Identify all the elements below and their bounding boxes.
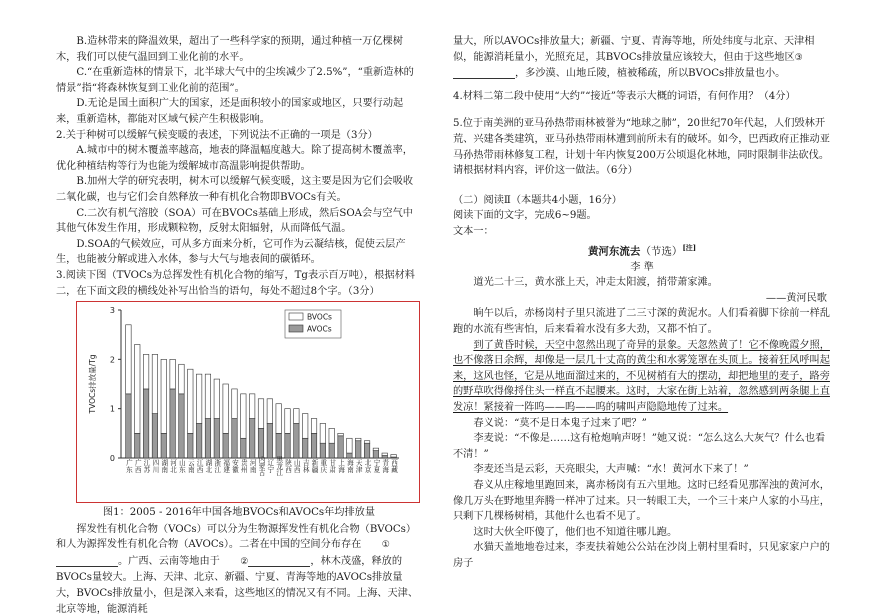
bar-avocs [143,389,148,458]
bar-bvocs [302,414,307,439]
legend-label: BVOCs [307,312,332,322]
bar-avocs [232,419,237,458]
bar-bvocs [294,409,299,424]
para-part-a: 挥发性有机化合物（VOCs）可以分为生物源挥发性有机化合物（BVOCs）和人为源挥发性有机化合物（AVOCs）。二者在中国的空间分布存在 [56,523,417,551]
x-tick-label: 安徽 [230,459,239,473]
passage-author: 李 準 [630,261,654,273]
option-c: C.“在重新造林的情景下，北半球大气中的尘埃减少了2.5%”，“重新造林的情景”指“将森林恢复到工业化前的范围”。 [56,67,414,94]
passage-paragraph-1: 晌午以后，赤杨岗村子里只流进了二三寸深的黄泥水。人们看着脚下徐前一样乱跑的水流有些害怕，后来看着水没有多大劲，又都不怕了。 [453,308,830,335]
passage-paragraph-underlined: 到了黄昏时候，天空中忽然出现了奇异的景象。天忽然黄了！它不像晚霞夕照，也不像落日余辉，却像是一层几十丈高的黄尘和水雾笼罩在头顶上。接着狂风呼叫起来，这风也怪，它是从地面溜过来的，不见树梢有大的摆动，却把地里的麦子，路旁的野草吹得像捋住头一样直不起腰来。这时，大家在街上站着，忽然感到两条腿上直发凉！紧接着一阵呜——呜——呜的啸叫声隐隐地传了过来。 [453,339,830,413]
x-tick-label: 天津 [354,459,363,473]
bar-bvocs [276,404,281,434]
epigraph-source: ——黄河民歌 [765,292,827,304]
y-tick-label: 2 [109,355,115,365]
passage-title-text: 黄河东流去 [587,245,641,258]
x-tick-label: 湖南 [159,459,168,473]
bar-avocs [267,424,272,459]
bar-avocs [152,414,157,458]
bar-avocs [364,443,369,458]
bar-bvocs [179,364,184,394]
bar-avocs [241,438,246,458]
x-tick-label: 重庆 [318,459,327,473]
para-part-d: 量大，所以AVOCs排放量大；新疆、宁夏、青海等地，所处纬度与北京、天津相似，能源消耗量小，光照充足，其BVOCs排放量应该较大，但由于这些地区 [453,36,815,63]
para-part-b: 。广西、云南等地由于 [118,555,220,567]
bar-bvocs [355,438,360,440]
x-tick-label: 广东 [124,459,133,473]
bar-bvocs [373,448,378,450]
x-tick-label: 上海 [336,459,345,473]
q2-option-b: B.加州大学的研究表明，树木可以缓解气候变暖，这主要是因为它们会吸收二氧化碳，也与它们会自然释放一种有机化合物即BVOCs有关。 [56,176,414,203]
passage-footnote-mark: [注] [682,242,697,252]
passage-paragraph-7: 水猫天盖地地卷过来，李麦扶着她公公站在沙岗上朝村里看时，只见家家户户的房子 [453,542,830,569]
bar-bvocs [382,453,387,455]
bar-avocs [294,424,299,459]
passage-title-note: （节选） [640,245,683,258]
right-column [453,34,831,572]
bar-bvocs [135,345,140,434]
bar-avocs [196,424,201,459]
question-2: 2.关于种树可以缓解气候变暖的表述，下列说法不正确的一项是（3分） [56,129,378,141]
bar-avocs [355,441,360,458]
bar-bvocs [241,394,246,438]
bar-bvocs [249,394,254,419]
bar-bvocs [285,409,290,434]
bar-bvocs [364,441,369,443]
x-tick-label: 北京 [363,459,372,473]
question-3: 3.阅读下图（TVOCs为总挥发性有机化合物的缩写，Tg表示百万吨），根据材料二，在下面文段的横线处补写出恰当的语句，每处不超过8个字。（3分） [56,269,415,297]
emission-chart [76,301,420,503]
bar-avocs [338,436,343,458]
bar-bvocs [329,428,334,443]
x-tick-label: 辽宁 [265,459,274,473]
text-label: 文本一： [453,225,494,237]
option-b: B.造林带来的降温效果，超出了一些科学家的预期，通过种植一万亿棵树木，我们可以使气温回到工业化前的水平。 [56,36,403,63]
x-tick-label: 江苏 [142,459,151,473]
para-part-c: ，林木茂盛，释放的BVOCs量较大。上海、天津、北京、新疆、宁夏、青海等地的AVOCs排放量大，BVOCs排放量小，但是深入来看，这些地区的情况又有不同。上海、天津、北京等地，能源消耗 [56,555,419,615]
x-tick-label: 浙江 [212,459,221,473]
x-tick-label: 西藏 [389,459,398,473]
bar-avocs [285,433,290,458]
bar-avocs [126,394,131,458]
passage-paragraph-3: 李麦说：“不像是……这有枪炮响声呀！”她又说：“怎么这么大灰气？什么也看不清！” [453,433,826,460]
para-part-e: ，多沙漠、山地丘陵，植被稀疏，所以BVOCs排放量也小。 [515,68,786,80]
x-tick-label: 内蒙古 [257,456,265,476]
x-tick-label: 山东 [177,459,186,473]
y-tick-label: 3 [109,306,115,316]
left-column [56,34,422,615]
section-instruction: 阅读下面的文字，完成6~9题。 [453,210,597,222]
x-tick-label: 贵州 [239,459,248,473]
legend-swatch [289,325,303,332]
bar-avocs [373,451,378,458]
bar-bvocs [205,374,210,418]
blank-3[interactable] [453,67,515,79]
bar-bvocs [338,433,343,435]
y-tick-label: 1 [109,404,115,414]
continued-paragraph [453,34,831,82]
x-tick-label: 湖北 [203,459,212,473]
chart-caption: 图1：2005 - 2016年中国各地BVOCs和AVOCs年均排放量 [102,507,376,519]
bar-avocs [311,433,316,458]
passage-title [453,240,831,260]
bar-avocs [161,433,166,458]
x-tick-label: 云南 [186,459,195,473]
x-tick-label: 甘肃 [327,459,336,473]
bar-avocs [188,433,193,458]
bar-avocs [329,443,334,458]
epigraph: 道光二十三，黄水涨上天，冲走太阳渡，捎带萧家滩。 [473,277,718,289]
x-tick-label: 广西 [133,459,142,473]
bar-bvocs [267,399,272,424]
blank-1-number: ① [381,540,390,551]
bar-bvocs [347,438,352,453]
q2-option-c: C.二次有机气溶胶（SOA）可在BVOCs基础上形成，然后SOA会与空气中其他气体发生作用，形成颗粒物，反射太阳辐射，从而降低气温。 [56,207,413,235]
question-5: 5.位于南美洲的亚马孙热带雨林被誉为“地球之肺”，20世纪70年代起，人们毁林开荒、兴建各类建筑，亚马孙热带雨林遭到前所未有的破坏。如今，巴西政府正推动亚马孙热带雨林修复工程，计划十年内恢复200万公顷退化林地，同时限制非法砍伐。请根据材料内容，评价这一做法。（6分） [453,118,830,177]
bar-avocs [205,419,210,458]
y-tick-label: 0 [109,454,115,464]
bar-avocs [179,394,184,458]
bar-bvocs [311,419,316,434]
bar-avocs [320,443,325,458]
section-heading: （二）阅读Ⅱ（本题共4小题，16分） [453,194,622,206]
blank-2[interactable] [248,555,310,567]
passage-paragraph-5: 春义从庄稼地里跑回来，离赤杨岗有五六里地。这时已经看见那浑浊的黄河水，像几万头在野地里奔腾一样冲了过来。只一转眼工夫，一个三十来户人家的小马庄，只剩下几棵杨树梢，其他什么也看不见了。 [453,479,830,523]
fill-in-paragraph [56,522,422,615]
x-tick-label: 福建 [221,459,230,473]
bar-avocs [214,419,219,458]
bar-avocs [276,433,281,458]
x-tick-label: 山西 [292,459,301,473]
bar-bvocs [258,399,263,429]
y-axis-label: TVOCs排放量/Tg [88,354,97,414]
x-tick-label: 海南 [345,459,354,473]
bar-avocs [170,389,175,458]
bar-avocs [258,428,263,458]
bar-bvocs [223,384,228,433]
option-d: D.无论是国土面积广大的国家，还是面积较小的国家或地区，只要行动起来，重新造林，都能对区域气候产生积极影响。 [56,98,404,125]
bar-avocs [302,438,307,458]
bar-bvocs [126,325,131,394]
bar-avocs [223,433,228,458]
x-tick-label: 黑龙江 [274,456,283,476]
blank-3-number: ③ [794,52,803,63]
question-4: 4.材料二第二段中使用“大约”“接近”等表示大概的词语，有何作用？（4分） [453,90,796,102]
bar-bvocs [188,369,193,433]
q2-option-a: A.城市中的树木覆盖率越高，地表的降温幅度越大。除了提高树木覆盖率，优化种植结构等行为也能为缓解城市高温影响提供帮助。 [56,145,413,172]
legend-label: AVOCs [307,324,332,334]
bar-bvocs [232,389,237,419]
q2-option-d: D.SOA的气候效应，可从多方面来分析，它可作为云凝结核，促使云层产生，也能被分解或进入水体，参与大气与地表间的碳循环。 [56,238,406,266]
bar-bvocs [152,354,157,413]
x-tick-label: 新疆 [310,459,319,473]
blank-2-number: ② [240,556,249,567]
passage-paragraph-4: 李麦还当是云彩，天亮眼尖，大声喊：“水！黄河水下来了！” [473,464,749,476]
legend-swatch [289,313,303,320]
x-tick-label: 河北 [168,459,177,473]
x-tick-label: 四川 [150,459,159,473]
x-tick-label: 青海 [380,459,389,473]
x-tick-label: 河南 [248,459,257,473]
bar-avocs [347,453,352,458]
bar-avocs [382,456,387,458]
x-tick-label: 吉林 [301,459,310,473]
x-tick-label: 江西 [195,459,204,473]
bar-bvocs [143,354,148,389]
bar-bvocs [320,424,325,444]
bar-bvocs [161,359,166,433]
bar-bvocs [214,379,219,418]
bar-bvocs [196,374,201,423]
x-tick-label: 宁夏 [371,459,380,473]
bar-avocs [249,419,254,458]
x-tick-label: 陕西 [283,459,292,473]
bar-bvocs [391,455,396,457]
blank-1[interactable] [56,555,118,567]
emission-bar-chart [77,302,418,501]
bar-avocs [135,433,140,458]
passage-paragraph-6: 这时大伙全吓傻了，他们也不知道往哪儿跑。 [473,526,678,538]
passage-paragraph-2: 春义说：“莫不是日本鬼子过来了吧？” [473,417,647,429]
bar-bvocs [170,359,175,389]
